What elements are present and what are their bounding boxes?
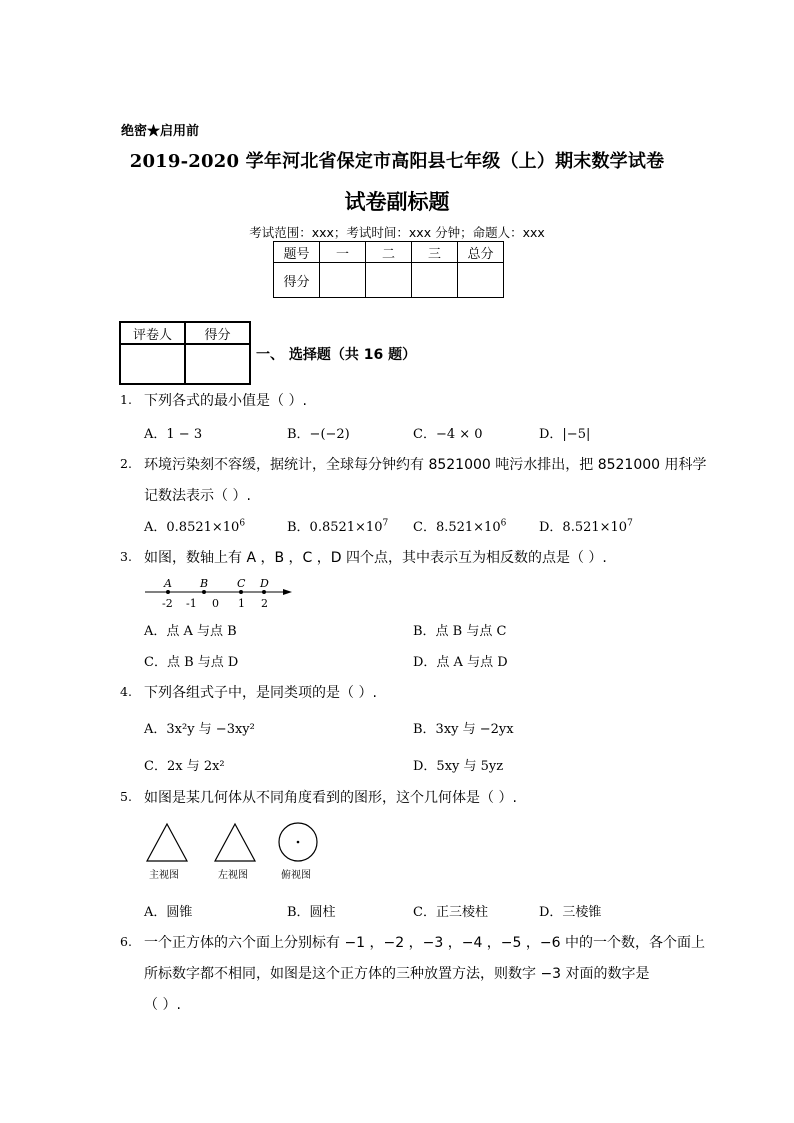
option-d: D．三棱锥 xyxy=(539,905,602,920)
arrow-right-icon xyxy=(283,589,292,595)
option-exponent: 7 xyxy=(627,518,633,529)
score-row-label: 得分 xyxy=(274,263,320,298)
front-view-triangle xyxy=(147,824,187,861)
option-a: A．圆锥 xyxy=(144,905,193,920)
option-exponent: 6 xyxy=(500,518,507,529)
question-number: 3. xyxy=(120,549,132,564)
option-c: C．正三棱柱 xyxy=(413,905,488,920)
question-number: 1. xyxy=(120,392,132,407)
point-c-dot xyxy=(239,590,243,594)
three-views-figure xyxy=(140,818,340,884)
question-stem: 环境污染刻不容缓，据统计，全球每分钟约有 8521000 吨污水排出，把 8521000 用科学 xyxy=(144,457,707,473)
top-view-center-dot xyxy=(297,841,300,844)
score-table-header: 题号 xyxy=(274,242,320,263)
question-stem-cont: （ ）. xyxy=(144,997,181,1013)
option-c: C．−4 × 0 xyxy=(413,427,483,442)
score-table-header: 一 xyxy=(320,242,366,263)
point-d-dot xyxy=(262,590,266,594)
question-number: 6. xyxy=(120,934,132,949)
option-text: C．8.521×10 xyxy=(413,520,501,535)
grader-table xyxy=(119,321,251,385)
left-view-triangle xyxy=(215,824,255,861)
option-text: A．0.8521×10 xyxy=(144,520,240,535)
grader-table-header: 得分 xyxy=(185,322,250,344)
question-stem: 如图是某几何体从不同角度看到的图形，这个几何体是（ ）. xyxy=(144,790,517,806)
option-a: A．1 − 3 xyxy=(144,427,203,442)
point-a-dot xyxy=(166,590,170,594)
tick-label: 0 xyxy=(212,597,219,610)
score-cell xyxy=(320,263,366,298)
question-number: 5. xyxy=(120,789,132,804)
grader-cell xyxy=(185,344,250,384)
option-c: C．点 B 与点 D xyxy=(144,655,239,670)
score-table-header: 总分 xyxy=(458,242,504,263)
point-d-label: D xyxy=(260,577,269,590)
option-text: D．8.521×10 xyxy=(539,520,628,535)
question-stem: 下列各组式子中，是同类项的是（ ）. xyxy=(144,685,377,701)
tick-label: -2 xyxy=(162,597,173,610)
option-c xyxy=(413,516,506,535)
tick-label: -1 xyxy=(186,597,197,610)
option-c: C．2x 与 2x² xyxy=(144,759,225,774)
score-cell xyxy=(412,263,458,298)
score-table-header: 二 xyxy=(366,242,412,263)
question-stem: 如图，数轴上有 A ，B ，C ，D 四个点，其中表示互为相反数的点是（ ）. xyxy=(144,550,607,566)
tick-label: 1 xyxy=(238,597,245,610)
option-a xyxy=(144,516,245,535)
exam-info: 考试范围：xxx；考试时间：xxx 分钟；命题人：xxx xyxy=(249,225,545,240)
question-stem-cont: 所标数字都不相同，如图是这个正方体的三种放置方法，则数字 −3 对面的数字是 xyxy=(144,966,650,982)
tick-label: 2 xyxy=(261,597,268,610)
option-exponent: 6 xyxy=(239,518,246,529)
question-number: 2. xyxy=(120,456,132,471)
option-a: A．点 A 与点 B xyxy=(144,624,237,639)
score-table-header: 三 xyxy=(412,242,458,263)
option-b: B．−(−2) xyxy=(287,427,350,442)
option-b: B．点 B 与点 C xyxy=(413,624,507,639)
question-stem: 下列各式的最小值是（ ）. xyxy=(144,393,307,409)
point-b-label: B xyxy=(200,577,209,590)
confidential-label: 绝密★启用前 xyxy=(121,124,200,139)
front-view-label: 主视图 xyxy=(149,870,179,881)
point-a-label: A xyxy=(164,577,172,590)
score-table xyxy=(273,241,504,298)
option-d xyxy=(539,516,633,535)
option-d: D．|−5| xyxy=(539,427,591,442)
point-c-label: C xyxy=(237,577,246,590)
exam-subtitle: 试卷副标题 xyxy=(344,189,450,214)
score-cell xyxy=(458,263,504,298)
section-title: 一、 选择题（共 16 题） xyxy=(256,347,417,363)
grader-cell xyxy=(120,344,185,384)
option-b: B．圆柱 xyxy=(287,905,336,920)
number-line-figure xyxy=(142,574,297,612)
option-text: B．0.8521×10 xyxy=(287,520,383,535)
top-view-label: 俯视图 xyxy=(281,870,311,881)
question-number: 4. xyxy=(120,684,132,699)
exam-title: 2019-2020 学年河北省保定市高阳县七年级（上）期末数学试卷 xyxy=(129,151,665,172)
option-d: D．5xy 与 5yz xyxy=(413,759,504,774)
option-exponent: 7 xyxy=(382,518,389,529)
option-a: A．3x²y 与 −3xy² xyxy=(144,722,255,737)
option-b xyxy=(287,516,388,535)
point-b-dot xyxy=(202,590,206,594)
question-stem-cont: 记数法表示（ ）. xyxy=(144,488,251,504)
question-stem: 一个正方体的六个面上分别标有 −1 ，−2 ，−3 ，−4 ，−5 ，−6 中的一个数，各个面上 xyxy=(144,935,705,951)
option-d: D．点 A 与点 D xyxy=(413,655,508,670)
left-view-label: 左视图 xyxy=(218,870,248,881)
score-cell xyxy=(366,263,412,298)
grader-table-header: 评卷人 xyxy=(120,322,185,344)
option-b: B．3xy 与 −2yx xyxy=(413,722,514,737)
